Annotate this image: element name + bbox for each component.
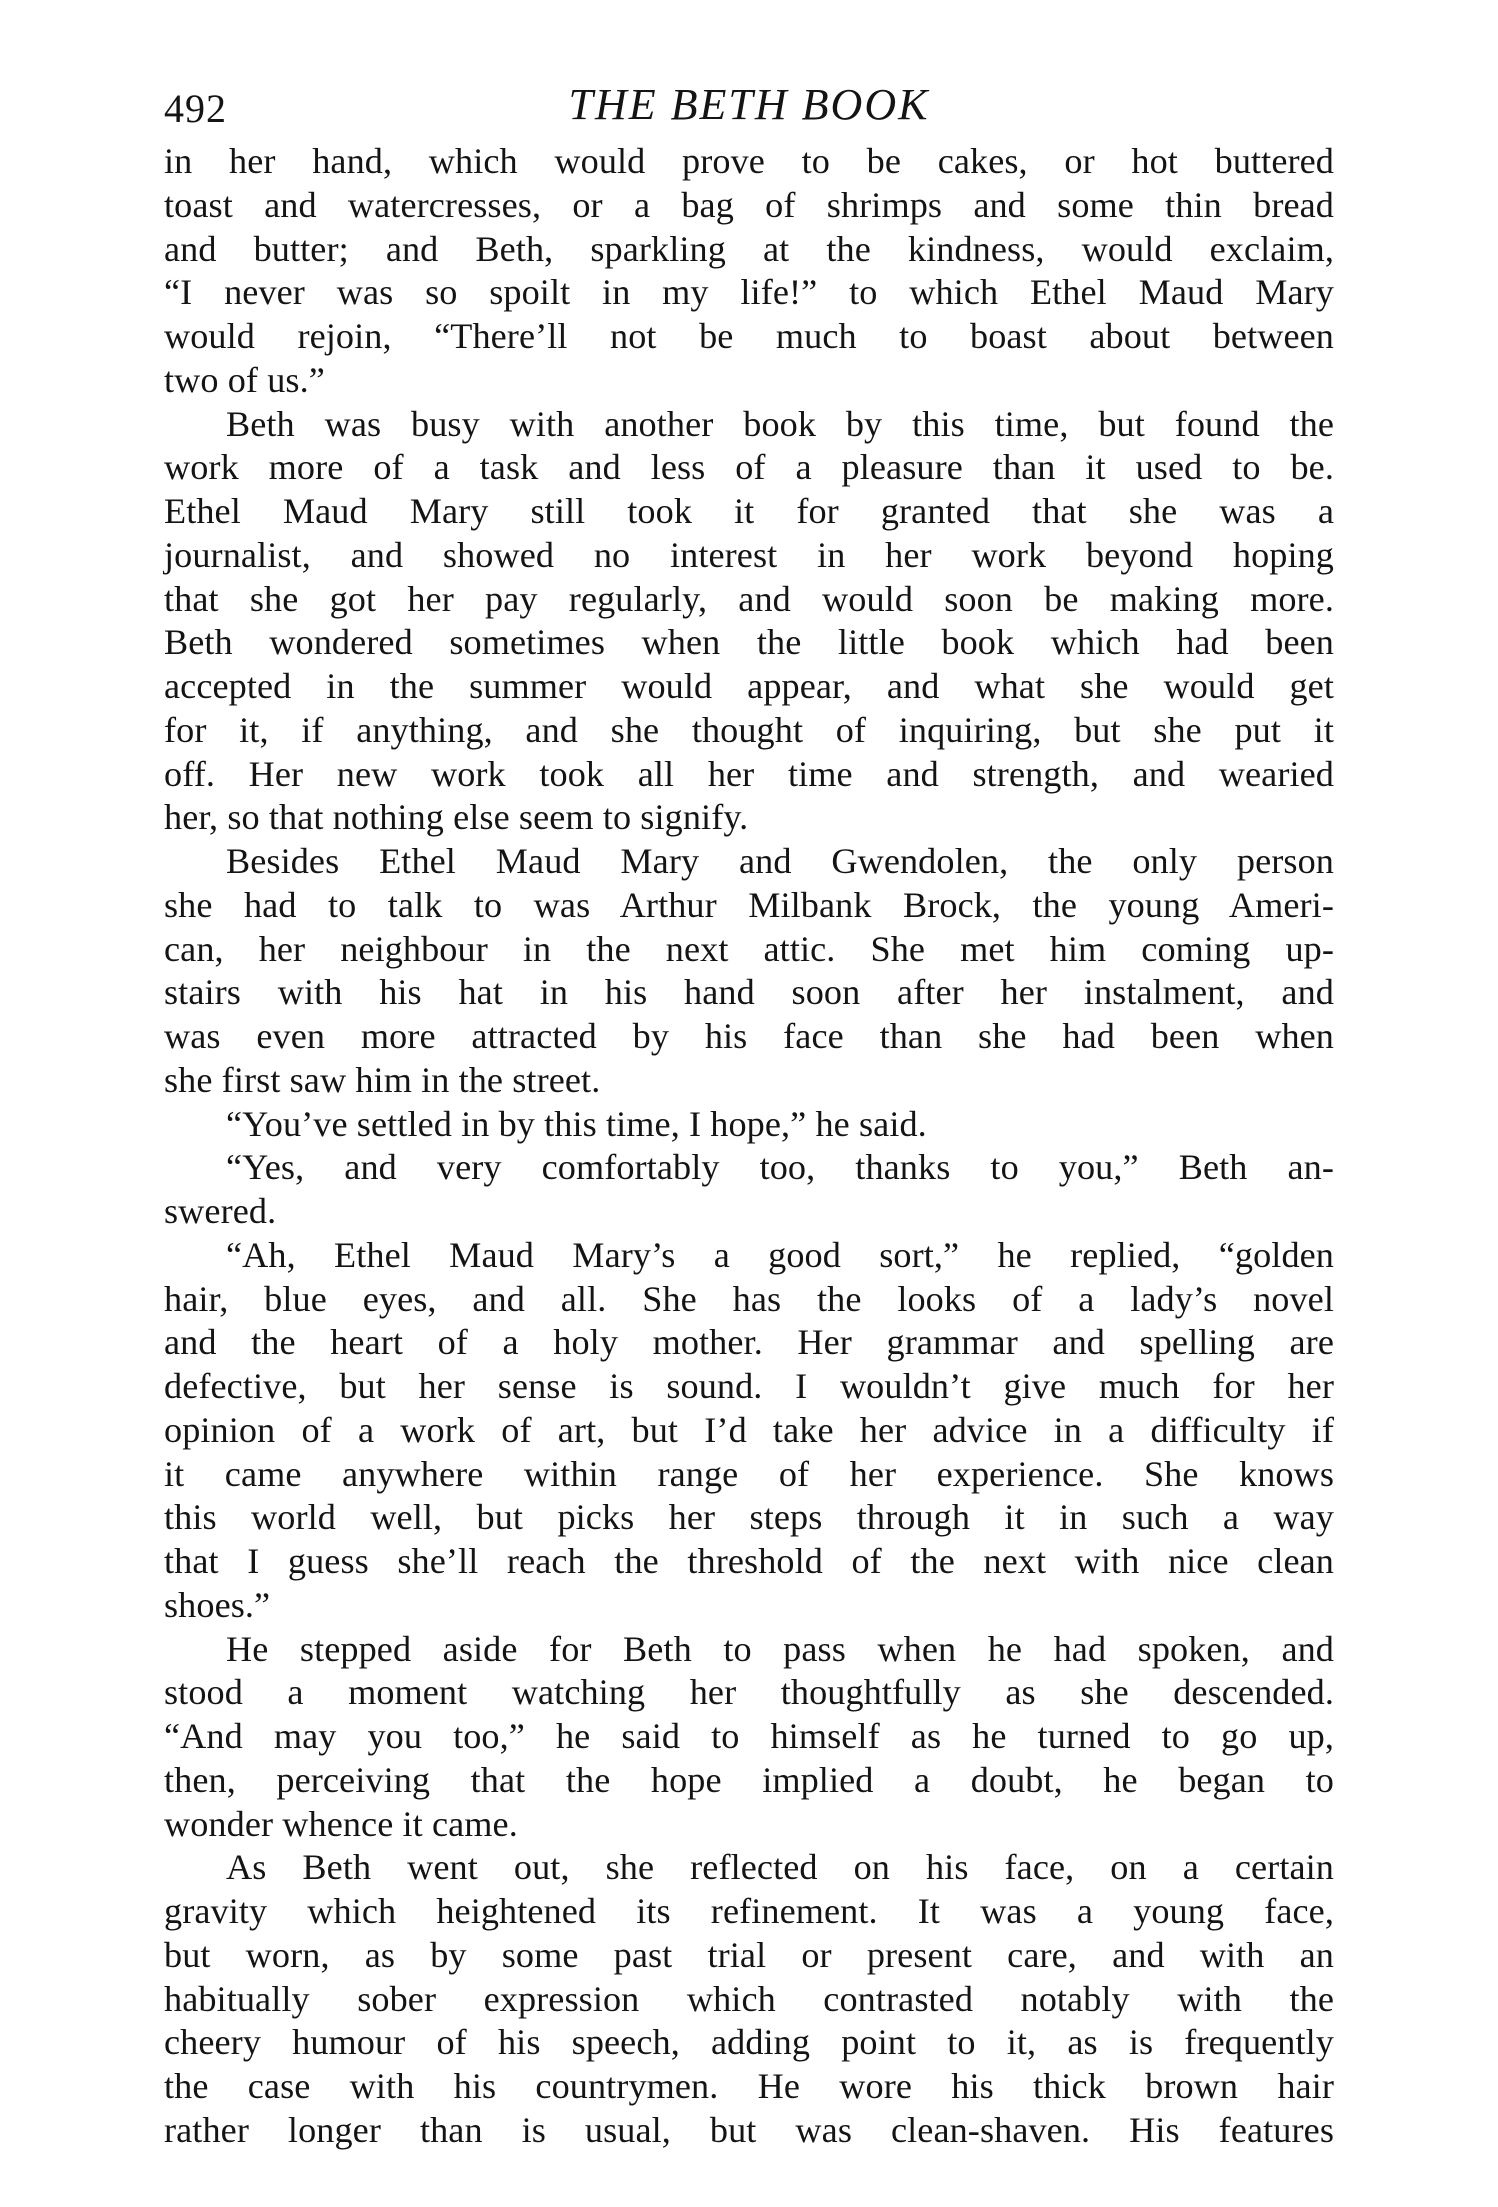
text-line: it came anywhere within range of her experience. She knows <box>164 1453 1334 1494</box>
text-line: she had to talk to was Arthur Milbank Brock, the young Ameri- <box>164 884 1334 925</box>
paragraph <box>164 1234 1334 1628</box>
text-line: journalist, and showed no interest in her work beyond hoping <box>164 534 1334 575</box>
text-line: this world well, but picks her steps through it in such a way <box>164 1497 1334 1538</box>
text-line: opinion of a work of art, but I’d take her advice in a difficulty if <box>164 1409 1334 1450</box>
paragraph <box>164 1146 1334 1234</box>
text-line: “You’ve settled in by this time, I hope,” he said. <box>226 1103 927 1144</box>
paragraph <box>164 1846 1334 2152</box>
text-line: He stepped aside for Beth to pass when he had spoken, and <box>226 1628 1334 1669</box>
text-line: As Beth went out, she reflected on his face, on a certain <box>226 1847 1334 1888</box>
text-line: Besides Ethel Maud Mary and Gwendolen, the only person <box>226 841 1334 881</box>
text-line: can, her neighbour in the next attic. She met him coming up- <box>164 928 1334 969</box>
text-line: stairs with his hat in his hand soon after her instalment, and <box>164 972 1334 1013</box>
text-line: Ethel Maud Mary still took it for granted that she was a <box>164 491 1334 531</box>
text-line: she first saw him in the street. <box>164 1059 601 1100</box>
text-line: and butter; and Beth, sparkling at the kindness, would exclaim, <box>164 228 1334 269</box>
page-number: 492 <box>164 86 227 131</box>
paragraph <box>164 1628 1334 1847</box>
text-line: that I guess she’ll reach the threshold of the next with nice clean <box>164 1541 1334 1581</box>
paragraph <box>164 1103 1334 1147</box>
text-line: but worn, as by some past trial or present care, and with an <box>164 1934 1334 1975</box>
text-line: habitually sober expression which contrasted notably with the <box>164 1978 1334 2019</box>
text-line: two of us.” <box>164 359 325 400</box>
text-line: shoes.” <box>164 1584 271 1625</box>
text-line: was even more attracted by his face than she had been when <box>164 1016 1334 1056</box>
text-line: “I never was so spoilt in my life!” to which Ethel Maud Mary <box>164 272 1334 313</box>
text-line: stood a moment watching her thoughtfully as she descended. <box>164 1672 1334 1713</box>
text-line: for it, if anything, and she thought of inquiring, but she put it <box>164 709 1334 750</box>
text-line: “And may you too,” he said to himself as he turned to go up, <box>164 1716 1334 1756</box>
paragraph <box>164 403 1334 841</box>
text-line: hair, blue eyes, and all. She has the looks of a lady’s novel <box>164 1278 1334 1319</box>
paragraph <box>164 840 1334 1103</box>
text-line: off. Her new work took all her time and strength, and wearied <box>164 753 1334 794</box>
text-line: “Yes, and very comfortably too, thanks to you,” Beth an- <box>226 1147 1334 1188</box>
paragraph <box>164 140 1334 403</box>
text-line: that she got her pay regularly, and would soon be making more. <box>164 578 1334 619</box>
text-line: then, perceiving that the hope implied a doubt, he began to <box>164 1759 1334 1800</box>
text-line: rather longer than is usual, but was clean-shaven. His features <box>164 2109 1334 2150</box>
text-line: cheery humour of his speech, adding point to it, as is frequently <box>164 2022 1334 2063</box>
text-line: Beth wondered sometimes when the little book which had been <box>164 622 1334 663</box>
text-line: the case with his countrymen. He wore his thick brown hair <box>164 2066 1334 2106</box>
text-line: accepted in the summer would appear, and what she would get <box>164 666 1334 706</box>
body-text <box>164 140 1334 2153</box>
text-line: her, so that nothing else seem to signify. <box>164 797 749 838</box>
running-title: THE BETH BOOK <box>568 80 930 129</box>
text-line: work more of a task and less of a pleasure than it used to be. <box>164 447 1334 488</box>
text-line: would rejoin, “There’ll not be much to boast about between <box>164 316 1334 356</box>
text-line: swered. <box>164 1191 277 1231</box>
text-line: and the heart of a holy mother. Her grammar and spelling are <box>164 1322 1334 1363</box>
text-line: defective, but her sense is sound. I wouldn’t give much for her <box>164 1366 1334 1406</box>
text-line: in her hand, which would prove to be cakes, or hot buttered <box>164 141 1334 181</box>
text-line: gravity which heightened its refinement. It was a young face, <box>164 1891 1334 1931</box>
text-line: Beth was busy with another book by this time, but found the <box>226 403 1334 444</box>
text-line: wonder whence it came. <box>164 1803 518 1844</box>
text-line: “Ah, Ethel Maud Mary’s a good sort,” he replied, “golden <box>226 1234 1334 1275</box>
text-line: toast and watercresses, or a bag of shrimps and some thin bread <box>164 184 1334 225</box>
running-head <box>164 78 1334 138</box>
